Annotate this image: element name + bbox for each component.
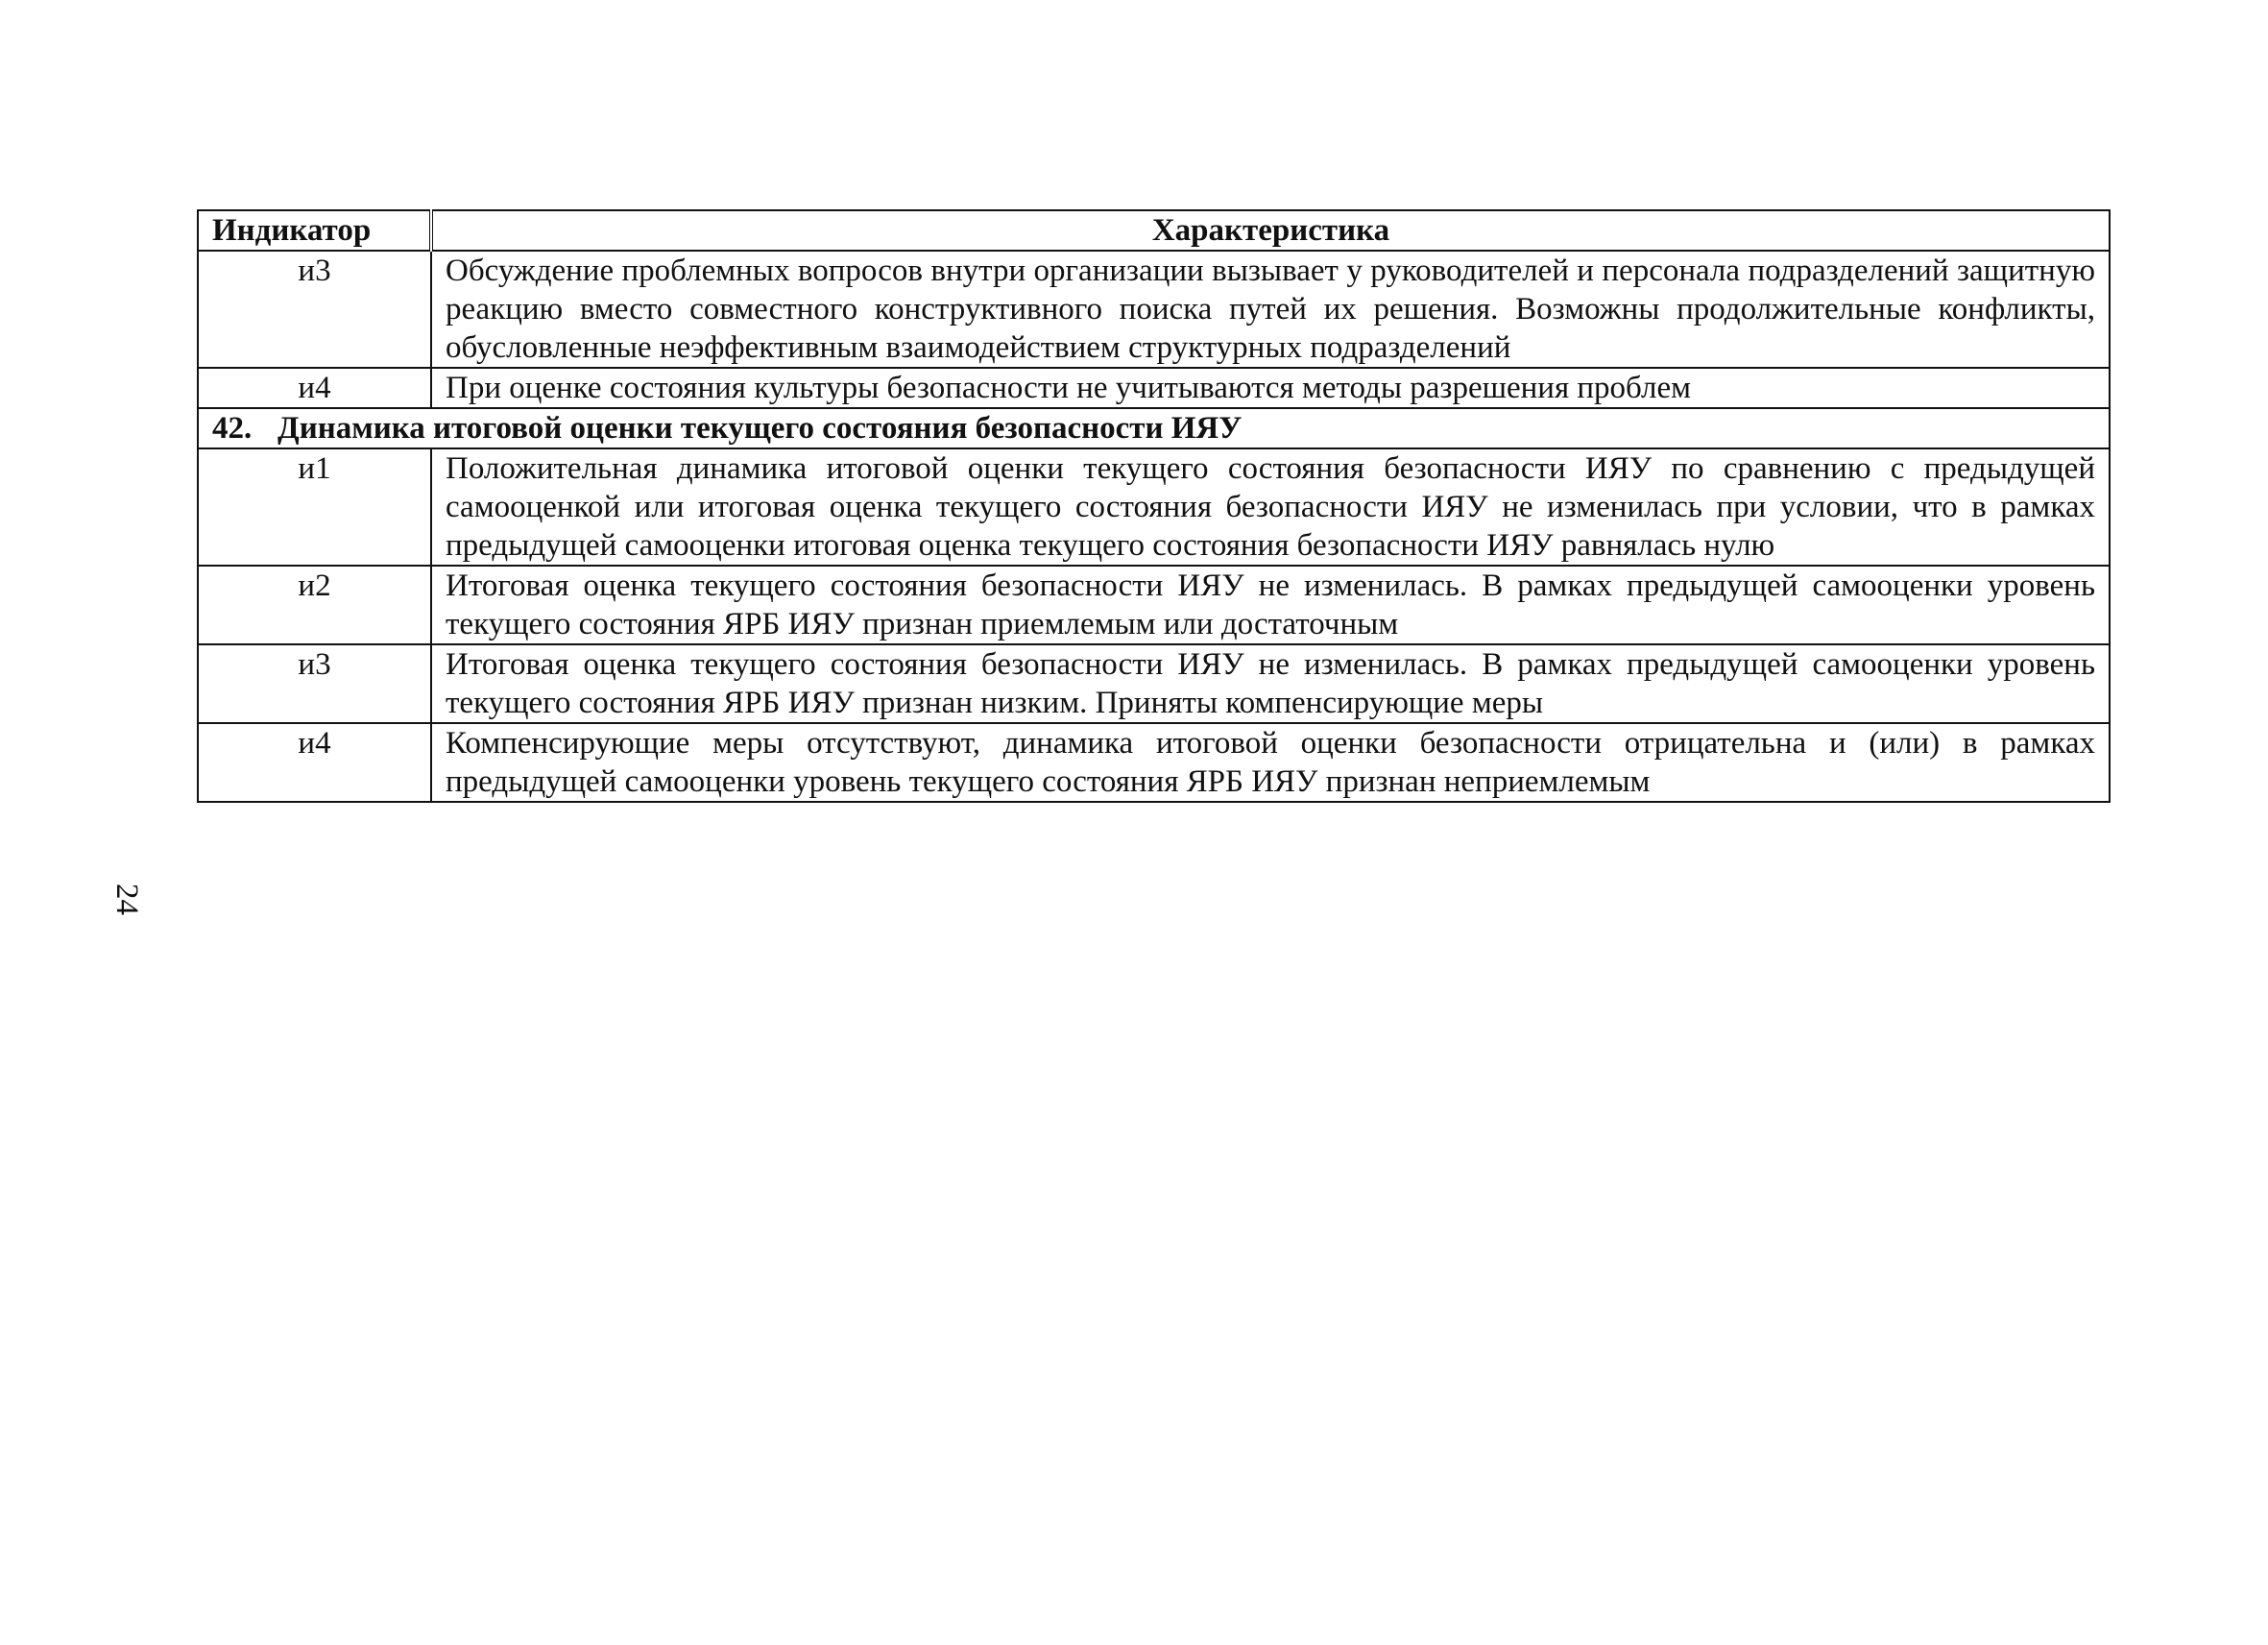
section-number: 42. (212, 411, 253, 446)
section-title: Динамика итоговой оценки текущего состояния безопасности ИЯУ (277, 411, 1243, 446)
table-row (198, 251, 2110, 368)
indicator-cell: и3 (198, 251, 431, 368)
characteristic-cell: Обсуждение проблемных вопросов внутри организации вызывает у руководителей и персонала подразделений защитную реакцию вместо совместного конструктивного поиска путей их решения. Возможны продолжительные конфликты, обусловленные неэффективным взаимодействием структурных подразделений (431, 251, 2110, 368)
characteristic-cell: Итоговая оценка текущего состояния безопасности ИЯУ не изменилась. В рамках предыдущей самооценки уровень текущего состояния ЯРБ ИЯУ признан приемлемым или достаточным (431, 566, 2110, 644)
table-row (198, 566, 2110, 644)
indicator-cell: и2 (198, 566, 431, 644)
indicator-cell: и1 (198, 448, 431, 566)
header-indicator: Индикатор (198, 210, 431, 251)
characteristic-cell: Компенсирующие меры отсутствуют, динамика итоговой оценки безопасности отрицательна и (или) в рамках предыдущей самооценки уровень текущего состояния ЯРБ ИЯУ признан неприемлемым (431, 723, 2110, 802)
table-row (198, 448, 2110, 566)
table-header-row (198, 210, 2110, 251)
section-heading (198, 408, 2110, 448)
table-row (198, 723, 2110, 802)
table-row (198, 368, 2110, 408)
section-row (198, 408, 2110, 448)
table-row (198, 644, 2110, 723)
header-characteristic: Характеристика (431, 210, 2110, 251)
indicator-cell: и4 (198, 723, 431, 802)
characteristic-cell: Положительная динамика итоговой оценки текущего состояния безопасности ИЯУ по сравнению с предыдущей самооценкой или итоговая оценка текущего состояния безопасности ИЯУ не изменилась при условии, что в рамках предыдущей самооценки итоговая оценка текущего состояния безопасности ИЯУ равнялась нулю (431, 448, 2110, 566)
characteristic-cell: Итоговая оценка текущего состояния безопасности ИЯУ не изменилась. В рамках предыдущей самооценки уровень текущего состояния ЯРБ ИЯУ признан низким. Приняты компенсирующие меры (431, 644, 2110, 723)
indicator-cell: и4 (198, 368, 431, 408)
characteristic-cell: При оценке состояния культуры безопасности не учитываются методы разрешения проблем (431, 368, 2110, 408)
indicator-table (197, 209, 2111, 803)
indicator-cell: и3 (198, 644, 431, 723)
page-number: 24 (109, 883, 144, 915)
